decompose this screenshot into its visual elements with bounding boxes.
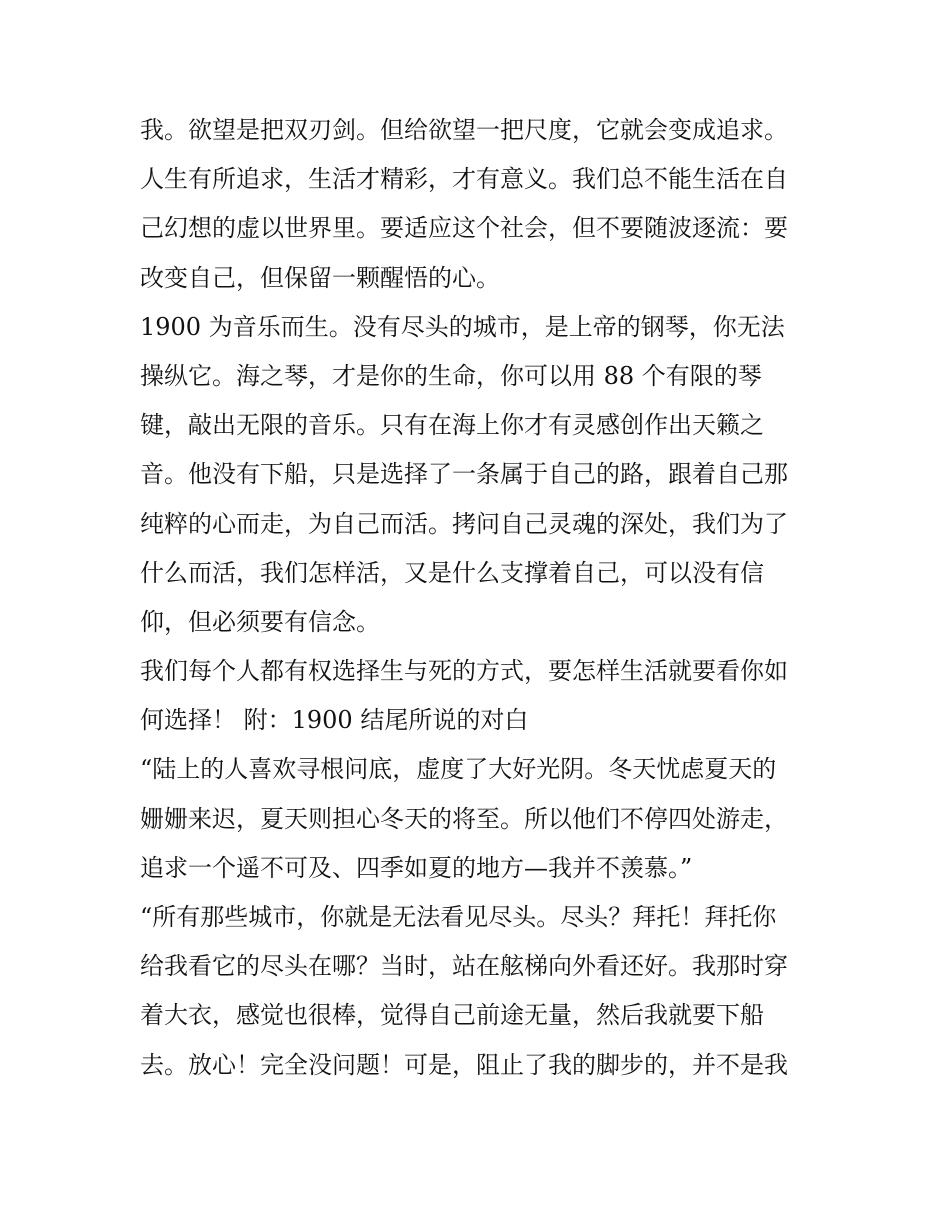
body-text [140, 106, 820, 1090]
text-line: 给我看它的尽头在哪？当时，站在舷梯向外看还好。我那时穿 [140, 952, 788, 981]
text-line: 人生有所追求，生活才精彩，才有意义。我们总不能生活在自 [140, 165, 788, 194]
text-line: 姗姗来迟，夏天则担心冬天的将至。所以他们不停四处游走， [140, 804, 788, 833]
text-line: 1900 为音乐而生。没有尽头的城市，是上帝的钢琴，你无法 [140, 312, 785, 341]
text-line: 着大衣，感觉也很棒，觉得自己前途无量，然后我就要下船 [140, 1001, 764, 1030]
text-line: “陆上的人喜欢寻根问底，虚度了大好光阴。冬天忧虑夏天的 [140, 755, 777, 784]
text-line: “所有那些城市，你就是无法看见尽头。尽头？拜托！拜托你 [140, 903, 777, 931]
text-line: 键，敲出无限的音乐。只有在海上你才有灵感创作出天籁之 [140, 411, 764, 440]
text-line: 仰，但必须要有信念。 [140, 607, 380, 636]
text-line: 纯粹的心而走，为自己而活。拷问自己灵魂的深处，我们为了 [140, 509, 788, 538]
text-line: 追求一个遥不可及、四季如夏的地方—我并不羡慕。” [140, 853, 693, 882]
text-line: 操纵它。海之琴，才是你的生命，你可以用 88 个有限的琴 [140, 361, 762, 390]
text-line: 己幻想的虚以世界里。要适应这个社会，但不要随波逐流：要 [140, 214, 788, 243]
text-line: 我。欲望是把双刃剑。但给欲望一把尺度，它就会变成追求。 [140, 116, 788, 144]
text-line: 我们每个人都有权选择生与死的方式，要怎样生活就要看你如 [140, 657, 788, 686]
text-line: 改变自己，但保留一颗醒悟的心。 [140, 263, 500, 292]
text-line: 何选择！ 附：1900 结尾所说的对白 [140, 706, 529, 735]
text-line: 什么而活，我们怎样活，又是什么支撑着自己，可以没有信 [140, 558, 764, 587]
text-line: 音。他没有下船，只是选择了一条属于自己的路，跟着自己那 [140, 460, 788, 489]
text-line: 去。放心！完全没问题！可是，阻止了我的脚步的，并不是我 [140, 1050, 788, 1079]
